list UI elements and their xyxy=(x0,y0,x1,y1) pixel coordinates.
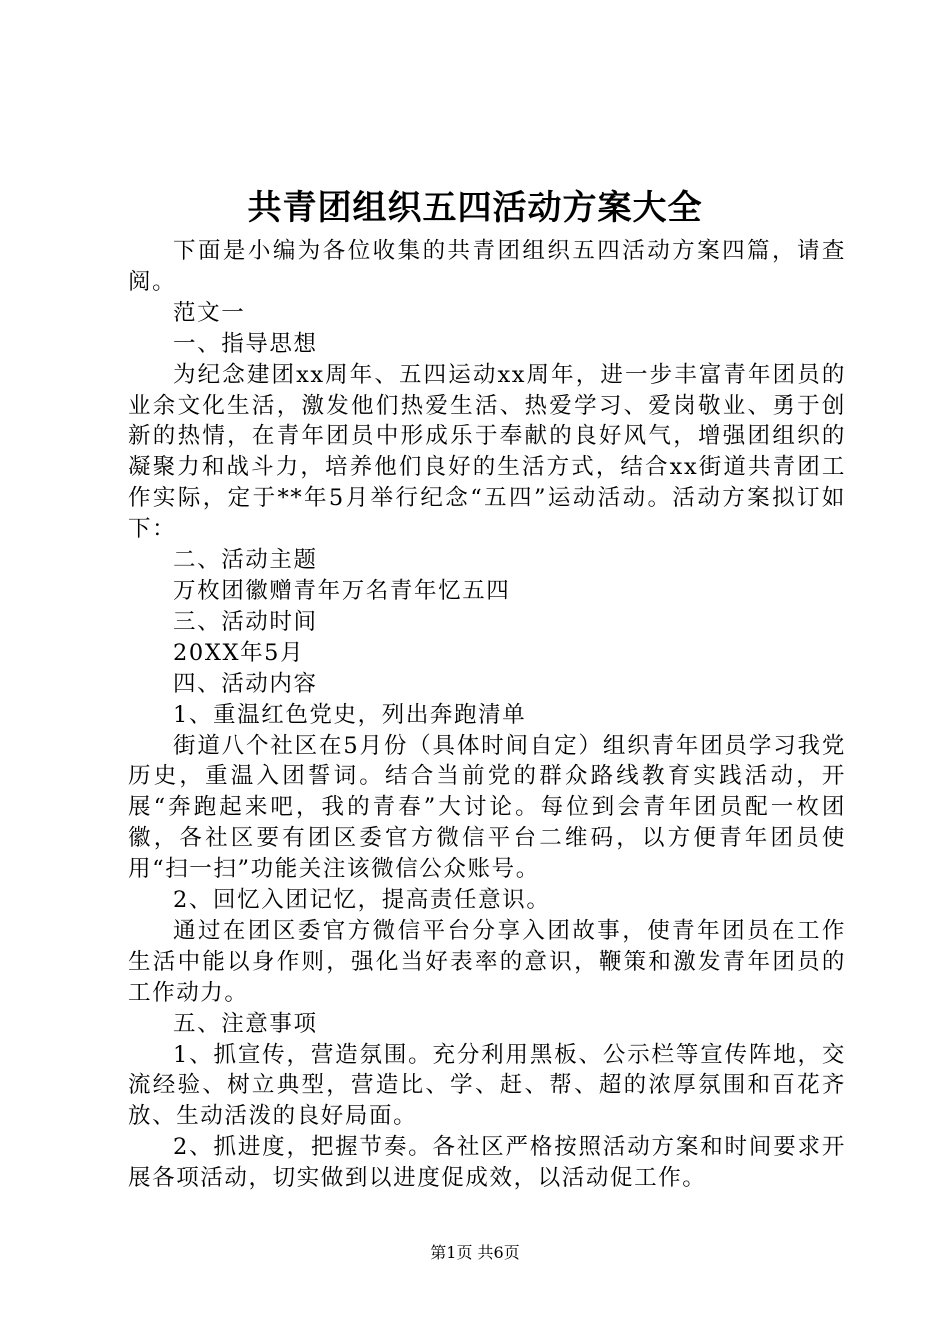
body-paragraph: 通过在团区委官方微信平台分享入团故事，使青年团员在工作生活中能以身作则，强化当好表率的意识，鞭策和激发青年团员的工作动力。 xyxy=(128,917,846,1006)
body-paragraph: 20XX年5月 xyxy=(173,639,305,666)
subsection-heading: 1、重温红色党史，列出奔跑清单 xyxy=(173,701,527,728)
section-heading: 二、活动主题 xyxy=(173,547,318,574)
body-paragraph: 1、抓宣传，营造氛围。充分利用黑板、公示栏等宣传阵地，交流经验、树立典型，营造比、学、赶、帮、超的浓厚氛围和百花齐放、生动活泼的良好局面。 xyxy=(128,1041,846,1130)
section-heading: 四、活动内容 xyxy=(173,670,318,697)
document-title: 共青团组织五四活动方案大全 xyxy=(247,188,703,228)
body-paragraph: 为纪念建团xx周年、五四运动xx周年，进一步丰富青年团员的业余文化生活，激发他们热爱生活、热爱学习、爱岗敬业、勇于创新的热情，在青年团员中形成乐于奉献的良好风气，增强团组织的凝聚力和战斗力，培养他们良好的生活方式，结合xx街道共青团工作实际，定于**年5月举行纪念“五四”运动活动。活动方案拟订如下： xyxy=(128,361,846,543)
section-heading: 五、注意事项 xyxy=(173,1010,318,1037)
subsection-heading: 2、回忆入团记忆，提高责任意识。 xyxy=(173,887,551,914)
page-number-footer: 第1页 共6页 xyxy=(430,1243,520,1262)
body-paragraph: 2、抓进度，把握节奏。各社区严格按照活动方案和时间要求开展各项活动，切实做到以进度促成效，以活动促工作。 xyxy=(128,1134,846,1192)
section-heading: 一、指导思想 xyxy=(173,330,318,357)
section-heading: 三、活动时间 xyxy=(173,608,318,635)
body-paragraph: 街道八个社区在5月份（具体时间自定）组织青年团员学习我党历史，重温入团誓词。结合当前党的群众路线教育实践活动，开展“奔跑起来吧，我的青春”大讨论。每位到会青年团员配一枚团徽，各社区要有团区委官方微信平台二维码，以方便青年团员使用“扫一扫”功能关注该微信公众账号。 xyxy=(128,732,846,883)
document-body xyxy=(128,236,846,1194)
section-heading: 范文一 xyxy=(173,299,246,326)
intro-paragraph: 下面是小编为各位收集的共青团组织五四活动方案四篇，请查阅。 xyxy=(128,238,846,295)
body-paragraph: 万枚团徽赠青年万名青年忆五四 xyxy=(173,577,511,604)
